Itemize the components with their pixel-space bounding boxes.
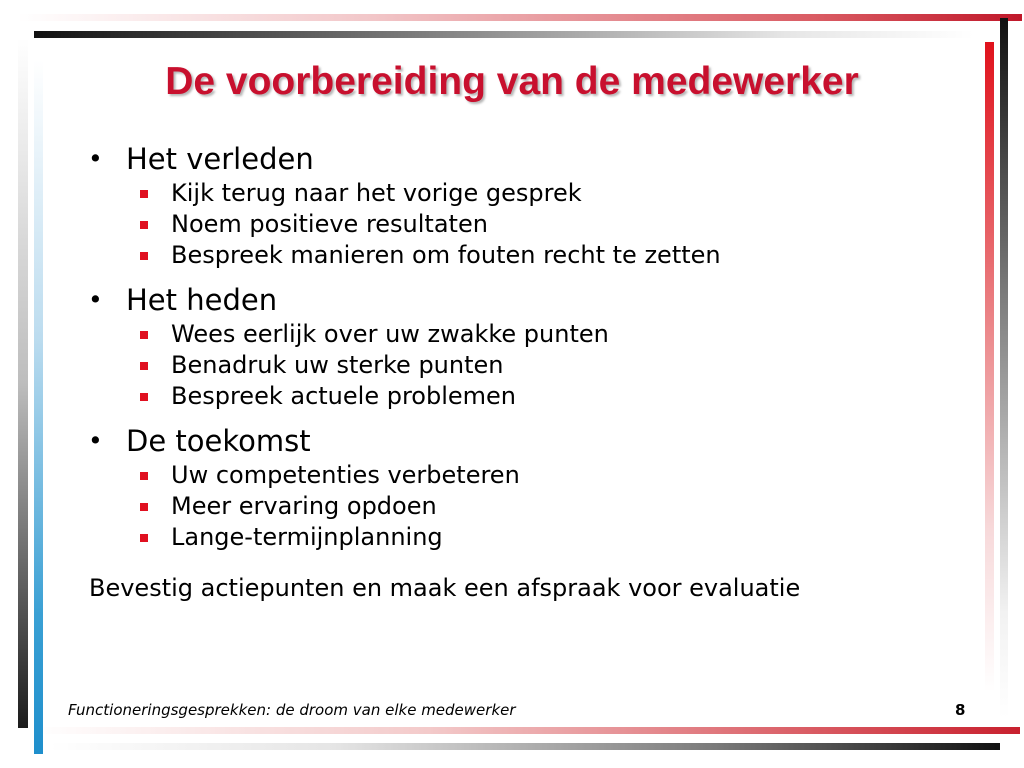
bullet-dot-icon: • [88,285,103,314]
list-item [88,381,968,412]
section-heading: De toekomst [126,424,311,458]
list-item-text: Bespreek actuele problemen [171,382,516,410]
section-future [88,422,968,553]
right-gradient-bar-red [985,42,994,692]
list-item [88,522,968,553]
bullet-heading [88,422,968,460]
square-bullet-icon [140,503,148,511]
list-item [88,460,968,491]
sub-bullet-list [88,460,968,553]
section-heading: Het heden [126,283,278,317]
footer-text: Functioneringsgesprekken: de droom van elke medewerker [68,701,516,719]
section-present [88,281,968,412]
top-gradient-bar-red [18,14,1022,21]
list-item-text: Wees eerlijk over uw zwakke punten [171,320,609,348]
left-gradient-bar-dark [18,38,28,728]
list-item-text: Kijk terug naar het vorige gesprek [171,179,582,207]
bullet-heading [88,281,968,319]
left-gradient-bar-blue [34,60,43,754]
slide-content [88,140,968,604]
list-item [88,178,968,209]
list-item [88,491,968,522]
square-bullet-icon [140,221,148,229]
square-bullet-icon [140,331,148,339]
list-item [88,350,968,381]
right-gradient-bar-dark [1000,18,1008,718]
section-past [88,140,968,271]
bullet-dot-icon: • [88,426,103,455]
list-item [88,209,968,240]
square-bullet-icon [140,393,148,401]
square-bullet-icon [140,534,148,542]
slide-title: De voorbereiding van de medewerker [165,60,859,103]
sub-bullet-list [88,178,968,271]
bullet-heading [88,140,968,178]
list-item [88,240,968,271]
square-bullet-icon [140,472,148,480]
square-bullet-icon [140,190,148,198]
page-number: 8 [955,701,966,719]
sub-bullet-list [88,319,968,412]
bottom-gradient-bar-red [34,727,1020,734]
list-item-text: Benadruk uw sterke punten [171,351,504,379]
square-bullet-icon [140,362,148,370]
bottom-gradient-bar-dark [50,743,1000,750]
list-item-text: Lange-termijnplanning [171,523,443,551]
closing-statement: Bevestig actiepunten en maak een afspraak voor evaluatie [89,574,801,602]
list-item-text: Bespreek manieren om fouten recht te zetten [171,241,721,269]
top-gradient-bar-dark [34,31,974,38]
list-item-text: Meer ervaring opdoen [171,492,437,520]
list-item-text: Uw competenties verbeteren [171,461,520,489]
list-item [88,319,968,350]
square-bullet-icon [140,252,148,260]
section-heading: Het verleden [126,142,314,176]
list-item-text: Noem positieve resultaten [171,210,488,238]
bullet-dot-icon: • [88,144,103,173]
